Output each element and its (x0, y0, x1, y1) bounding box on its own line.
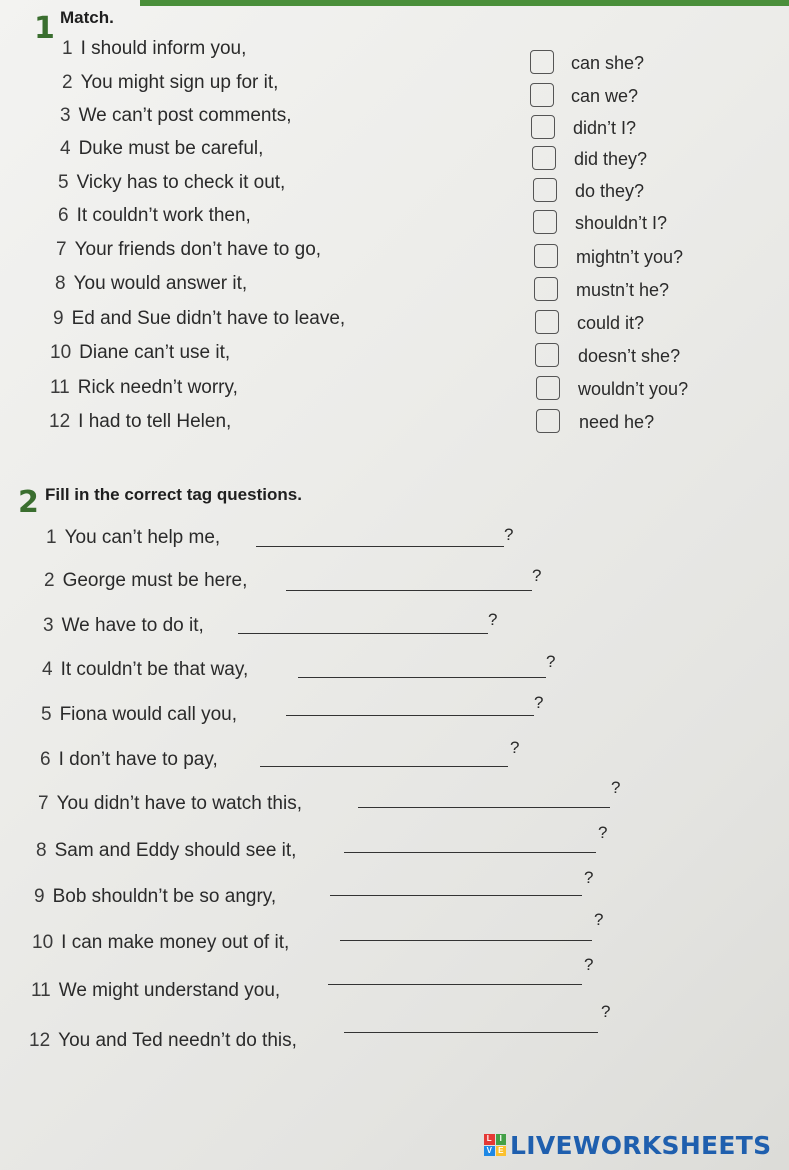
question-mark: ? (601, 1002, 611, 1021)
question-item: 11 We might understand you, (31, 980, 281, 1001)
match-item: 12 I had to tell Helen, (49, 411, 232, 432)
exercise-1-number: 1 (34, 11, 55, 46)
question-item: 3 We have to do it, (43, 615, 204, 636)
match-item: 2 You might sign up for it, (62, 72, 279, 93)
answer-box[interactable] (530, 83, 554, 107)
answer-blank[interactable] (256, 546, 504, 547)
tag-option: can we? (571, 86, 639, 106)
answer-box[interactable] (533, 178, 557, 202)
answer-blank[interactable] (344, 852, 596, 853)
tag-option: mightn’t you? (576, 247, 684, 267)
answer-box[interactable] (534, 244, 558, 268)
answer-box[interactable] (535, 343, 559, 367)
question-item: 12 You and Ted needn’t do this, (29, 1030, 297, 1051)
match-item: 7 Your friends don’t have to go, (56, 239, 322, 260)
tag-option: mustn’t he? (576, 280, 670, 300)
answer-box[interactable] (531, 115, 555, 139)
question-item: 6 I don’t have to pay, (40, 749, 218, 770)
match-item: 5 Vicky has to check it out, (58, 172, 286, 193)
match-item: 4 Duke must be careful, (60, 138, 264, 159)
tag-option: can she? (571, 53, 645, 73)
liveworksheets-brand (484, 1128, 771, 1162)
answer-box[interactable] (535, 310, 559, 334)
answer-blank[interactable] (286, 715, 534, 716)
answer-blank[interactable] (238, 633, 488, 634)
question-item: 2 George must be here, (44, 570, 248, 591)
answer-box[interactable] (536, 409, 560, 433)
answer-box[interactable] (532, 146, 556, 170)
match-item: 10 Diane can’t use it, (50, 342, 231, 363)
question-mark: ? (584, 955, 594, 974)
question-mark: ? (488, 610, 498, 629)
question-item: 10 I can make money out of it, (32, 932, 290, 953)
question-mark: ? (510, 738, 520, 757)
question-mark: ? (594, 910, 604, 929)
match-item: 6 It couldn’t work then, (58, 205, 251, 226)
match-item: 11 Rick needn’t worry, (50, 377, 238, 398)
question-mark: ? (504, 525, 514, 544)
question-mark: ? (532, 566, 542, 585)
question-mark: ? (546, 652, 556, 671)
tag-option: could it? (577, 313, 645, 333)
tag-option: didn’t I? (573, 118, 637, 138)
tag-option: did they? (574, 149, 648, 169)
question-item: 1 You can’t help me, (46, 527, 221, 548)
answer-blank[interactable] (298, 677, 546, 678)
question-item: 5 Fiona would call you, (41, 704, 238, 725)
answer-blank[interactable] (358, 807, 610, 808)
answer-blank[interactable] (286, 590, 532, 591)
answer-blank[interactable] (330, 895, 582, 896)
tag-option: doesn’t she? (578, 346, 681, 366)
tag-option: shouldn’t I? (575, 213, 668, 233)
question-item: 8 Sam and Eddy should see it, (36, 840, 297, 861)
question-mark: ? (534, 693, 544, 712)
answer-box[interactable] (536, 376, 560, 400)
tag-option: wouldn’t you? (578, 379, 689, 399)
answer-blank[interactable] (344, 1032, 598, 1033)
question-item: 9 Bob shouldn’t be so angry, (34, 886, 277, 907)
exercise-2-number: 2 (18, 485, 39, 520)
header-accent-bar (140, 0, 789, 6)
question-mark: ? (611, 778, 621, 797)
answer-box[interactable] (533, 210, 557, 234)
liveworksheets-logo-icon: L I V E (484, 1134, 506, 1156)
liveworksheets-wordmark: LIVEWORKSHEETS (510, 1130, 772, 1160)
answer-box[interactable] (530, 50, 554, 74)
answer-blank[interactable] (340, 940, 592, 941)
match-item: 1 I should inform you, (62, 38, 247, 59)
exercise-1-title: Match. (60, 8, 114, 27)
tag-option: need he? (579, 412, 655, 432)
match-item: 3 We can’t post comments, (60, 105, 292, 126)
answer-blank[interactable] (328, 984, 582, 985)
answer-box[interactable] (534, 277, 558, 301)
question-item: 4 It couldn’t be that way, (42, 659, 249, 680)
question-item: 7 You didn’t have to watch this, (38, 793, 302, 814)
exercise-2-title: Fill in the correct tag questions. (45, 485, 302, 504)
match-item: 8 You would answer it, (55, 273, 248, 294)
match-item: 9 Ed and Sue didn’t have to leave, (53, 308, 346, 329)
question-mark: ? (584, 868, 594, 887)
answer-blank[interactable] (260, 766, 508, 767)
tag-option: do they? (575, 181, 645, 201)
question-mark: ? (598, 823, 608, 842)
